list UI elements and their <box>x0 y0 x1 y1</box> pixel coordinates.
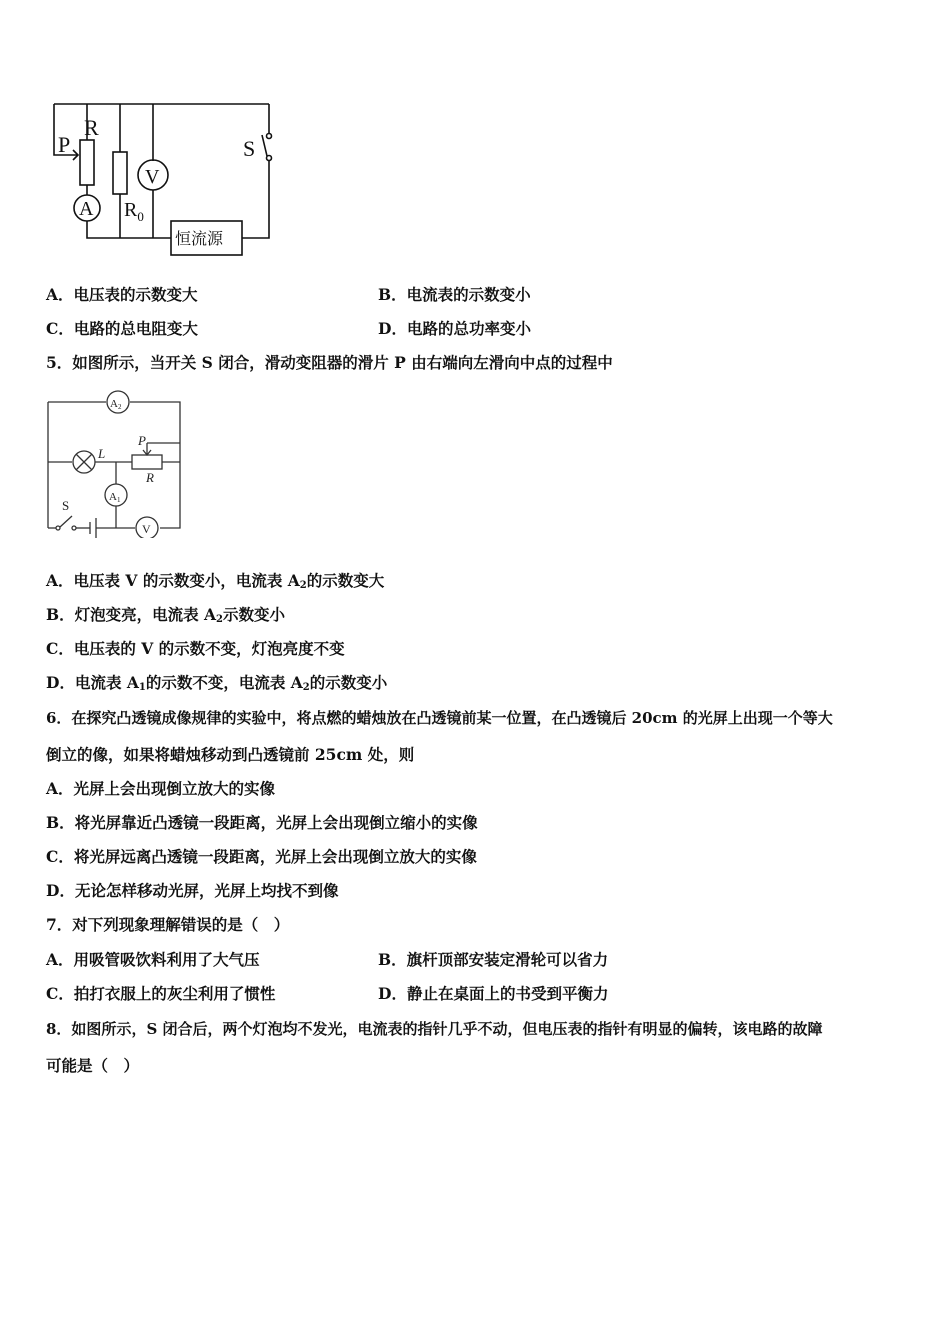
resistor-r0 <box>113 152 127 194</box>
q6-option-c: C．将光屏远离凸透镜一段距离，光屏上会出现倒立放大的实像 <box>46 847 477 866</box>
circuit-diagram-q4 <box>40 95 280 265</box>
label-r: R <box>84 115 99 140</box>
label-p: P <box>58 132 71 157</box>
battery <box>90 518 96 538</box>
label-v: V <box>142 522 151 536</box>
q8-stem-line1: 8．如图所示，S 闭合后，两个灯泡均不发光，电流表的指针几乎不动，但电压表的指针有明显的偏转，该电路的故障 <box>46 1020 823 1038</box>
switch-blade <box>60 516 72 527</box>
switch-contact-right <box>72 526 76 530</box>
q6-option-b: B．将光屏靠近凸透镜一段距离，光屏上会出现倒立缩小的实像 <box>46 813 478 832</box>
switch-blade <box>262 135 267 156</box>
switch-contact-top <box>267 134 272 139</box>
label-v: V <box>145 166 160 188</box>
label-s: S <box>243 136 256 161</box>
switch-contact-bottom <box>267 156 272 161</box>
label-a2: A2 <box>110 398 122 411</box>
resistor-r <box>80 140 94 185</box>
q6-option-a: A．光屏上会出现倒立放大的实像 <box>46 779 276 798</box>
q6-option-d: D．无论怎样移动光屏，光屏上均找不到像 <box>46 881 339 900</box>
switch-contact <box>56 526 60 530</box>
q7-option-b: B．旗杆顶部安装定滑轮可以省力 <box>378 950 609 969</box>
label-a1: A1 <box>109 491 121 504</box>
q5-option-d: D．电流表 $A_1$的示数不变，电流表 $A_2$的示数变小 <box>46 673 388 693</box>
q7-stem: 7．对下列现象理解错误的是（ ） <box>46 915 290 934</box>
q6-stem-line1: 6．在探究凸透镜成像规律的实验中，将点燃的蜡烛放在凸透镜前某一位置，在凸透镜后 20cm 的光屏上出现一个等大 <box>46 709 833 727</box>
lamp-cross <box>76 454 92 470</box>
q5-stem: 5．如图所示，当开关 S 闭合，滑动变阻器的滑片 P 由右端向左滑向中点的过程中 <box>46 353 613 372</box>
wire-top-right <box>130 402 180 528</box>
label-p: P <box>138 433 146 448</box>
q7-option-d: D．静止在桌面上的书受到平衡力 <box>378 984 609 1003</box>
label-l: L <box>98 446 106 461</box>
q4-option-a: A．电压表的示数变大 <box>46 285 198 304</box>
q7-option-c: C．拍打衣服上的灰尘利用了惯性 <box>46 984 276 1003</box>
q6-stem-line2: 倒立的像，如果将蜡烛移动到凸透镜前 25cm 处，则 <box>46 745 415 764</box>
circuit-diagram-q5 <box>42 386 188 538</box>
rheostat-r <box>132 455 162 469</box>
q4-option-c: C．电路的总电阻变大 <box>46 319 198 338</box>
label-r: R <box>146 470 154 485</box>
q7-option-a: A．用吸管吸饮料利用了大气压 <box>46 950 260 969</box>
q5-option-b: B．灯泡变亮，电流表 $A_2$示数变小 <box>46 605 286 625</box>
q5-option-a: A．电压表 V 的示数变小，电流表 $A_2$的示数变大 <box>46 571 385 591</box>
label-r0: $R_0$ <box>124 199 144 224</box>
current-source-label: 恒流源 <box>175 231 224 248</box>
q4-option-b: B．电流表的示数变小 <box>378 285 531 304</box>
wire-right-bottom <box>242 161 269 238</box>
q5-option-c: C．电压表的 V 的示数不变，灯泡亮度不变 <box>46 639 345 658</box>
q8-stem-line2: 可能是（ ） <box>46 1056 140 1075</box>
label-a: A <box>79 198 94 220</box>
q4-option-d: D．电路的总功率变小 <box>378 319 531 338</box>
label-s: S <box>62 498 70 513</box>
wire-bottom-left <box>87 221 171 238</box>
